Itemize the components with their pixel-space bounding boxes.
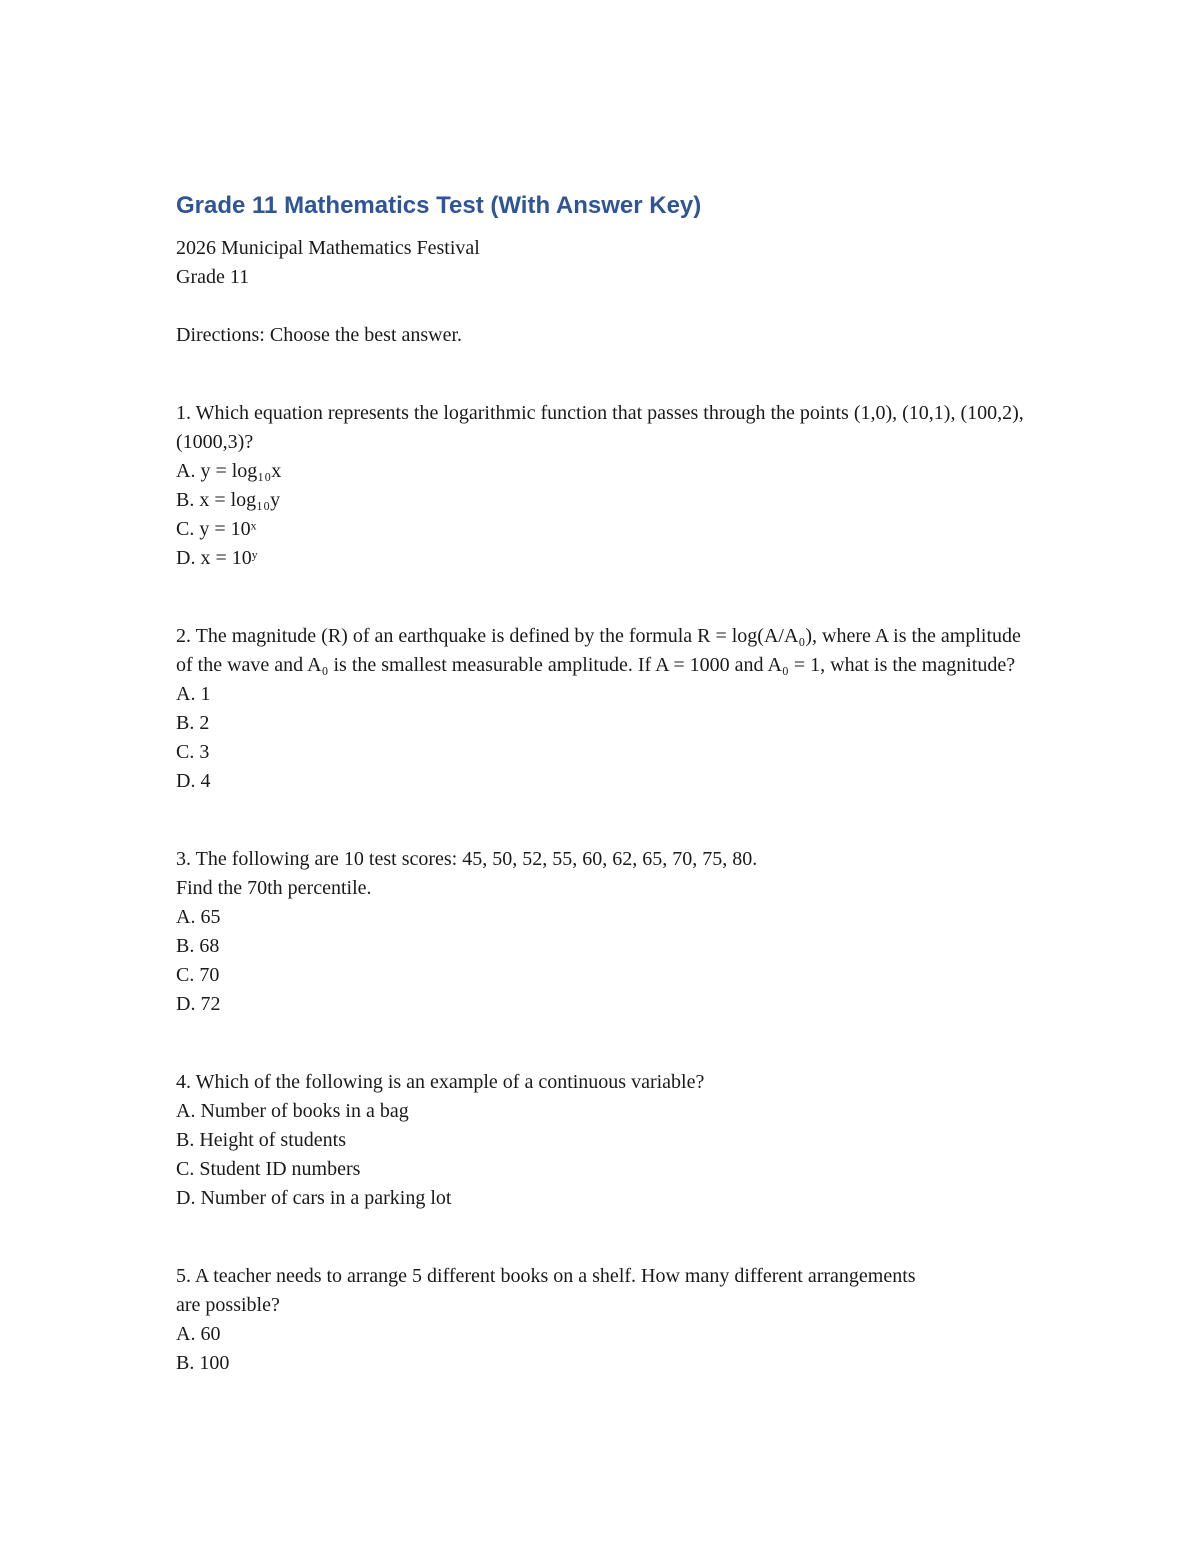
event-name: 2026 Municipal Mathematics Festival	[176, 237, 480, 259]
question-1	[176, 399, 1036, 573]
option-c: C. y = 10ˣ	[176, 518, 257, 540]
option-a: A. 65	[176, 906, 221, 928]
question-text-continued: Find the 70th percentile.	[176, 877, 372, 899]
option-a: A. 60	[176, 1323, 221, 1345]
option-d: D. x = 10ʸ	[176, 547, 258, 569]
option-c: C. 3	[176, 741, 210, 763]
directions: Directions: Choose the best answer.	[176, 324, 463, 346]
question-text: 1. Which equation represents the logarithmic function that passes through the points (1,0), (10,1), (100,2), (1000,3)?	[176, 402, 1024, 453]
question-text: 2. The magnitude (R) of an earthquake is defined by the formula R = log(A/A₀), where A is the amplitude of the wave and A₀ is the smallest measurable amplitude. If A = 1000 and A₀ = 1, what is the magnitude?	[176, 625, 1021, 676]
question-5	[176, 1262, 1036, 1378]
grade-label: Grade 11	[176, 266, 250, 288]
option-a: A. 1	[176, 683, 211, 705]
question-2	[176, 622, 1036, 796]
question-4	[176, 1068, 1036, 1213]
page-title: Grade 11 Mathematics Test (With Answer Key)	[176, 192, 702, 219]
page-content	[176, 188, 1036, 1378]
option-c: C. Student ID numbers	[176, 1158, 361, 1180]
question-text: 5. A teacher needs to arrange 5 different books on a shelf. How many different arrangements are possible?	[176, 1265, 916, 1316]
option-b: B. 100	[176, 1352, 230, 1374]
option-b: B. 2	[176, 712, 210, 734]
option-a: A. Number of books in a bag	[176, 1100, 409, 1122]
option-d: D. 4	[176, 770, 211, 792]
option-b: B. 68	[176, 935, 220, 957]
question-text: 3. The following are 10 test scores: 45, 50, 52, 55, 60, 62, 65, 70, 75, 80.	[176, 848, 758, 870]
option-b: B. Height of students	[176, 1129, 346, 1151]
option-b: B. x = log₁₀y	[176, 489, 281, 511]
question-3	[176, 845, 1036, 1019]
option-c: C. 70	[176, 964, 220, 986]
option-d: D. Number of cars in a parking lot	[176, 1187, 452, 1209]
option-d: D. 72	[176, 993, 221, 1015]
question-text: 4. Which of the following is an example of a continuous variable?	[176, 1071, 705, 1093]
option-a: A. y = log₁₀x	[176, 460, 282, 482]
